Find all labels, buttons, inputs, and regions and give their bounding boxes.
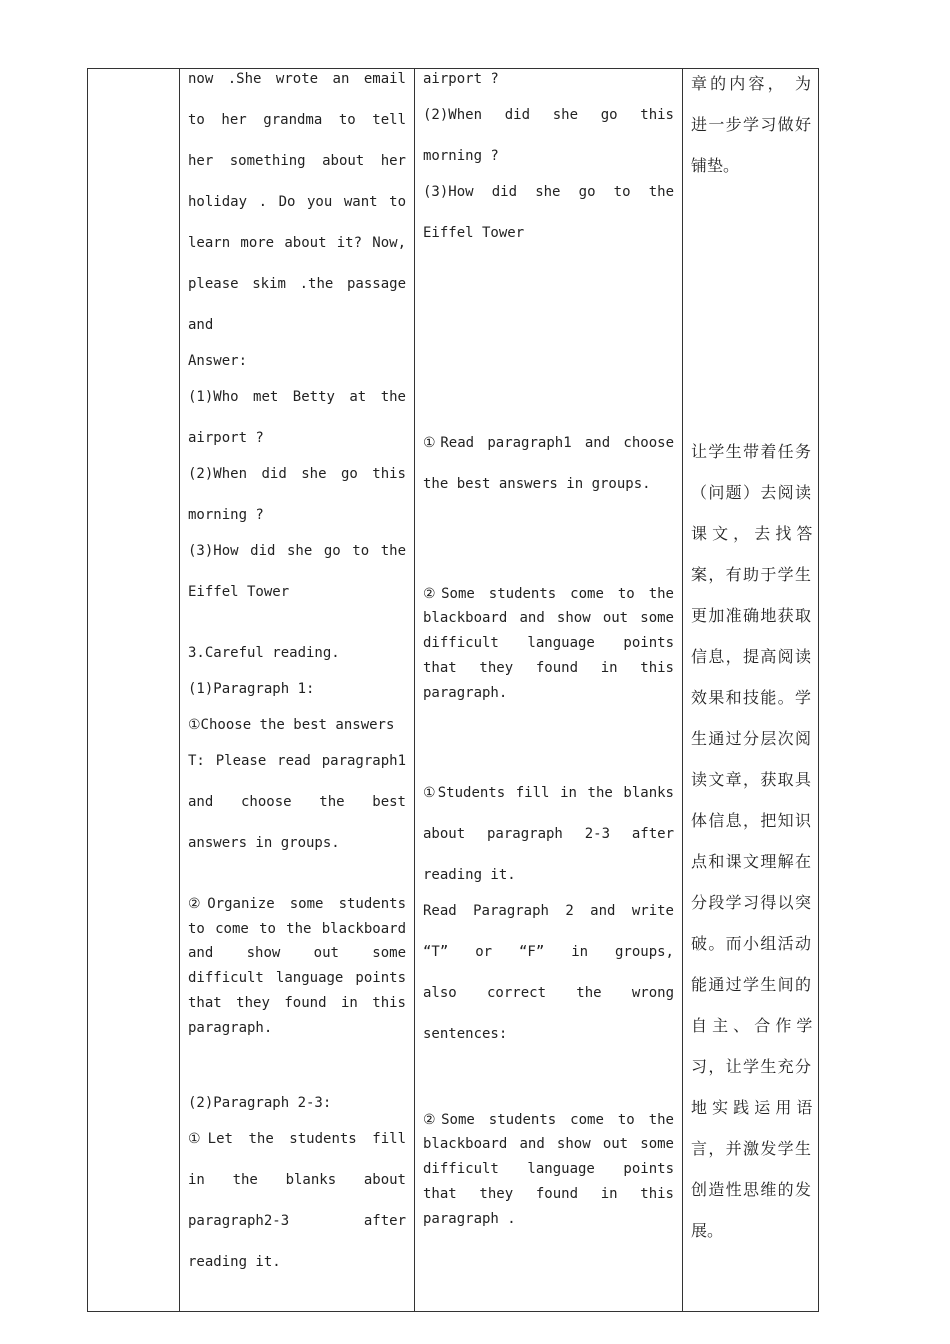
teacher-activity-line: that they found in this xyxy=(188,995,406,1011)
design-intent-line: 言，并激发学生 xyxy=(691,1139,811,1158)
teacher-activity-line: airport ? xyxy=(188,430,264,446)
teacher-activity-line: T: Please read paragraph1 xyxy=(188,753,406,769)
design-intent-line: 效果和技能。学 xyxy=(691,688,811,707)
student-activity-line: airport ? xyxy=(423,71,499,87)
design-intent-line: 展。 xyxy=(691,1221,724,1240)
teacher-activity-line: ②Organize some students xyxy=(188,896,406,912)
student-activity-line: ②Some students come to the xyxy=(423,1112,674,1128)
design-intent-line: 分段学习得以突 xyxy=(691,893,811,912)
teacher-activity-line: and choose the best xyxy=(188,794,406,810)
design-intent-line: 更加准确地获取 xyxy=(691,606,811,625)
teacher-activity-line: to come to the blackboard xyxy=(188,921,406,937)
design-intent-line: 铺垫。 xyxy=(691,156,740,175)
teacher-activity-line: and show out some xyxy=(188,945,406,961)
design-intent-line: 进一步学习做好 xyxy=(691,115,811,134)
design-intent-line: 破。而小组活动 xyxy=(691,934,811,953)
student-activity-line: blackboard and show out some xyxy=(423,1136,674,1152)
lesson-table xyxy=(87,68,819,1312)
student-activity-line: (2)When did she go this xyxy=(423,107,674,123)
teacher-activity-line: ①Choose the best answers xyxy=(188,717,395,733)
teacher-activity-line: reading it. xyxy=(188,1254,281,1270)
teacher-activity-line: paragraph. xyxy=(188,1020,273,1036)
student-activity-line: that they found in this xyxy=(423,1186,674,1202)
student-activity-line: sentences: xyxy=(423,1026,508,1042)
student-activity-line: that they found in this xyxy=(423,660,674,676)
student-activity-line: morning ? xyxy=(423,148,499,164)
teacher-activity-line: (1)Paragraph 1: xyxy=(188,681,315,697)
teacher-activity-line: to her grandma to tell xyxy=(188,112,406,128)
teacher-activity-line: (2)When did she go this xyxy=(188,466,406,482)
design-intent-line: 读文章，获取具 xyxy=(691,770,811,789)
design-intent-line: 课 文 ， 去 找 答 xyxy=(691,524,813,543)
teacher-activity-line: (2)Paragraph 2-3: xyxy=(188,1095,332,1111)
student-activity-line: paragraph . xyxy=(423,1211,516,1227)
student-activity-line: reading it. xyxy=(423,867,516,883)
student-activity-line: ①Read paragraph1 and choose xyxy=(423,435,674,451)
design-intent-line: 体信息，把知识 xyxy=(691,811,811,830)
teacher-activity-line: Eiffel Tower xyxy=(188,584,290,600)
student-activity-line: paragraph. xyxy=(423,685,508,701)
student-activity-line: difficult language points xyxy=(423,1161,674,1177)
column-divider xyxy=(414,69,415,1311)
design-intent-line: 习，让学生充分 xyxy=(691,1057,811,1076)
teacher-activity-line: (1)Who met Betty at the xyxy=(188,389,406,405)
design-intent-line: 能通过学生间的 xyxy=(691,975,811,994)
student-activity-line: blackboard and show out some xyxy=(423,610,674,626)
design-intent-line: 让学生带着任务 xyxy=(691,442,811,461)
design-intent-line: 案，有助于学生 xyxy=(691,565,811,584)
student-activity-line: difficult language points xyxy=(423,635,674,651)
teacher-activity-line: difficult language points xyxy=(188,970,406,986)
teacher-activity-line: answers in groups. xyxy=(188,835,340,851)
student-activity-line: also correct the wrong xyxy=(423,985,674,1001)
student-activity-line: the best answers in groups. xyxy=(423,476,651,492)
student-activity-line: about paragraph 2-3 after xyxy=(423,826,674,842)
design-intent-line: （问题）去阅读 xyxy=(691,483,811,502)
column-divider xyxy=(682,69,683,1311)
teacher-activity-line: (3)How did she go to the xyxy=(188,543,406,559)
teacher-activity-line: her something about her xyxy=(188,153,406,169)
design-intent-line: 地 实 践 运 用 语 xyxy=(691,1098,813,1117)
teacher-activity-line: now .She wrote an email xyxy=(188,71,406,87)
design-intent-line: 创造性思维的发 xyxy=(691,1180,811,1199)
teacher-activity-line: Answer: xyxy=(188,353,248,369)
teacher-activity-line: in the blanks about xyxy=(188,1172,406,1188)
teacher-activity-line: and xyxy=(188,317,214,333)
teacher-activity-line: holiday . Do you want to xyxy=(188,194,406,210)
teacher-activity-line: learn more about it? Now, xyxy=(188,235,406,251)
teacher-activity-line: paragraph2-3 after xyxy=(188,1213,406,1229)
design-intent-line: 自 主 、 合 作 学 xyxy=(691,1016,813,1035)
teacher-activity-line: morning ? xyxy=(188,507,264,523)
student-activity-line: ①Students fill in the blanks xyxy=(423,785,674,801)
student-activity-line: “T” or “F” in groups, xyxy=(423,944,674,960)
student-activity-line: Read Paragraph 2 and write xyxy=(423,903,674,919)
design-intent-line: 点和课文理解在 xyxy=(691,852,811,871)
column-divider xyxy=(179,69,180,1311)
design-intent-line: 信息，提高阅读 xyxy=(691,647,811,666)
teacher-activity-line: 3.Careful reading. xyxy=(188,645,340,661)
design-intent-line: 生通过分层次阅 xyxy=(691,729,811,748)
student-activity-line: ②Some students come to the xyxy=(423,586,674,602)
student-activity-line: (3)How did she go to the xyxy=(423,184,674,200)
design-intent-line: 章的内容， 为 xyxy=(691,74,811,93)
teacher-activity-line: ①Let the students fill xyxy=(188,1131,406,1147)
teacher-activity-line: please skim .the passage xyxy=(188,276,406,292)
student-activity-line: Eiffel Tower xyxy=(423,225,525,241)
